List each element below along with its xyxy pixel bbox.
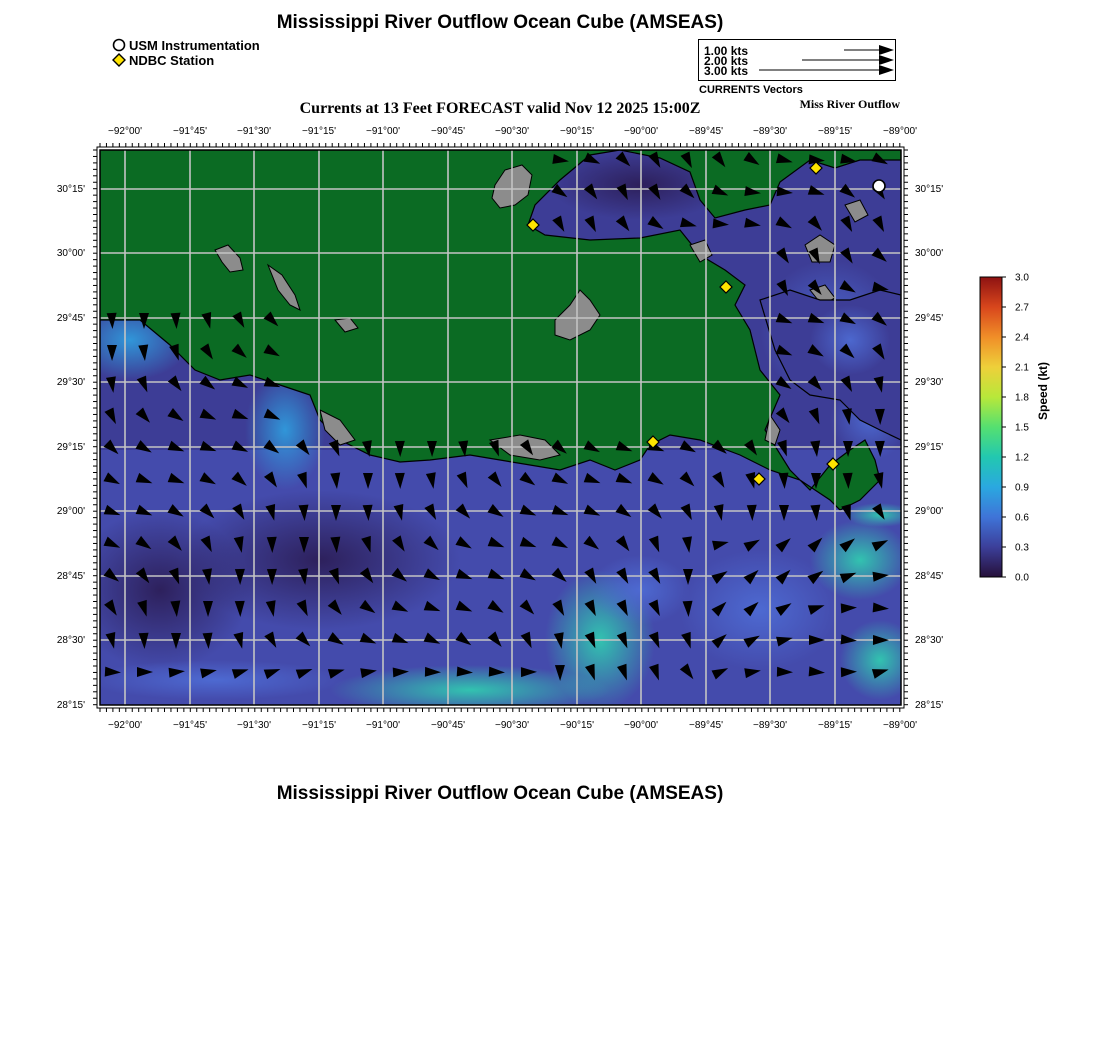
- page-title: Mississippi River Outflow Ocean Cube (AMSEAS): [276, 12, 724, 33]
- lat-label-left: 30°00': [56, 248, 85, 259]
- colorbar-label: Speed (kt): [1036, 361, 1050, 420]
- lat-label-right: 30°15': [915, 184, 944, 195]
- lat-label-left: 29°15': [56, 442, 85, 453]
- colorbar-tick-label: 1.8: [1015, 392, 1029, 404]
- lat-labels-right: [915, 184, 943, 711]
- lon-label-bottom: −92°00': [108, 720, 142, 731]
- lon-label-bottom: −89°15': [818, 720, 852, 731]
- lon-label-bottom: −90°00': [624, 720, 658, 731]
- lat-label-left: 28°30': [56, 635, 85, 646]
- lon-label-bottom: −91°15': [302, 720, 336, 731]
- lon-label-top: −90°00': [624, 126, 658, 137]
- speed-colorbar: [975, 272, 1035, 584]
- lon-label-bottom: −90°45': [431, 720, 465, 731]
- lat-label-left: 29°30': [56, 377, 85, 388]
- lon-label-bottom: −89°45': [689, 720, 723, 731]
- colorbar-tick-label: 1.5: [1015, 422, 1029, 434]
- lon-label-top: −91°00': [366, 126, 400, 137]
- lat-label-left: 29°45': [56, 313, 85, 324]
- colorbar-tick-label: 0.3: [1015, 542, 1029, 554]
- lon-label-bottom: −90°30': [495, 720, 529, 731]
- legend-usm-label: USM Instrumentation: [129, 38, 260, 53]
- lon-label-top: −89°45': [689, 126, 723, 137]
- legend-ndbc-label: NDBC Station: [129, 53, 215, 68]
- colorbar-tick-label: 2.1: [1015, 362, 1029, 374]
- lat-label-right: 28°45': [915, 571, 944, 582]
- lon-label-top: −91°30': [237, 126, 271, 137]
- lon-label-bottom: −91°30': [237, 720, 271, 731]
- lat-labels-left: [57, 184, 85, 711]
- lon-label-bottom: −91°45': [173, 720, 207, 731]
- lon-label-top: −89°30': [753, 126, 787, 137]
- colorbar-tick-label: 3.0: [1015, 272, 1029, 284]
- colorbar-tick-label: 0.6: [1015, 512, 1029, 524]
- colorbar-tick-label: 1.2: [1015, 452, 1029, 464]
- lon-label-top: −92°00': [108, 126, 142, 137]
- colorbar-ramp: [980, 277, 1002, 577]
- lon-label-bottom: −89°00': [883, 720, 917, 731]
- colorbar-tick-label: 0.0: [1015, 572, 1029, 584]
- vector-scale-3: 3.00 kts: [704, 64, 749, 78]
- usm-instrument-marker: [873, 180, 885, 192]
- lon-label-top: −90°15': [560, 126, 594, 137]
- lon-labels-top: [108, 126, 917, 137]
- lat-label-left: 29°00': [56, 506, 85, 517]
- colorbar-tick-label: 2.4: [1015, 332, 1029, 344]
- lat-label-left: 28°45': [56, 571, 85, 582]
- lon-label-top: −91°15': [302, 126, 336, 137]
- lat-label-right: 29°00': [915, 506, 944, 517]
- lat-label-right: 29°45': [915, 313, 944, 324]
- colorbar-tick-label: 2.7: [1015, 302, 1029, 314]
- lon-label-bottom: −90°15': [560, 720, 594, 731]
- lat-label-right: 28°30': [915, 635, 944, 646]
- map-area: [70, 150, 920, 715]
- colorbar-tick-label: 0.9: [1015, 482, 1029, 494]
- lat-label-right: 28°15': [915, 700, 944, 711]
- footer-title: Mississippi River Outflow Ocean Cube (AMSEAS): [276, 783, 724, 804]
- lon-label-bottom: −89°30': [753, 720, 787, 731]
- vector-scale-2: 2.00 kts: [704, 54, 749, 68]
- lon-label-bottom: −91°00': [366, 720, 400, 731]
- lat-label-right: 29°30': [915, 377, 944, 388]
- vector-caption: CURRENTS Vectors: [699, 84, 803, 96]
- region-label: Miss River Outflow: [799, 97, 900, 111]
- lon-label-top: −90°45': [431, 126, 465, 137]
- lat-label-left: 30°15': [56, 184, 85, 195]
- lon-label-top: −90°30': [495, 126, 529, 137]
- lon-label-top: −89°00': [883, 126, 917, 137]
- lat-label-left: 28°15': [56, 700, 85, 711]
- lon-label-top: −89°15': [818, 126, 852, 137]
- map-subtitle: Currents at 13 Feet FORECAST valid Nov 12 2025 15:00Z: [299, 100, 701, 117]
- lon-label-top: −91°45': [173, 126, 207, 137]
- colorbar-ticks: [1002, 273, 1029, 584]
- lon-labels-bottom: [108, 720, 917, 731]
- lat-label-right: 29°15': [915, 442, 944, 453]
- vector-scale-1: 1.00 kts: [704, 44, 749, 58]
- lat-label-right: 30°00': [915, 248, 944, 259]
